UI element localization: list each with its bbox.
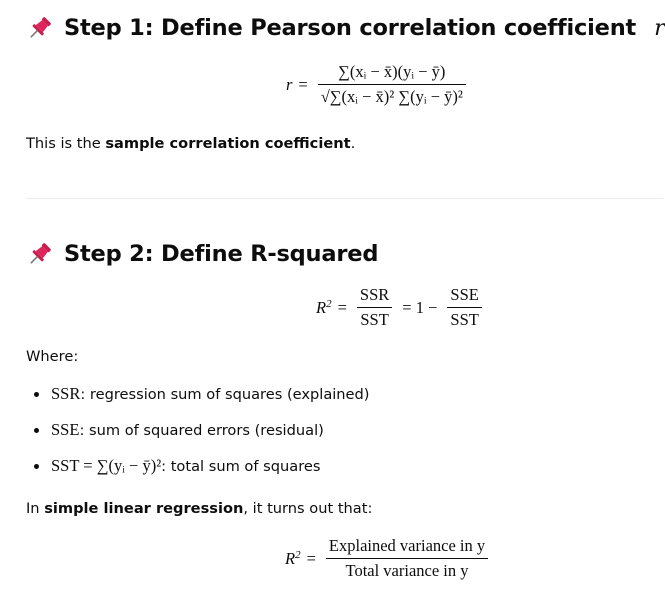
list-item-term: SST = ∑(yᵢ − ȳ)² [51, 456, 162, 475]
list-item-text: : sum of squared errors (residual) [79, 421, 324, 439]
list-item-term: SSE [51, 420, 80, 439]
final-lhs-sup: 2 [295, 548, 301, 561]
rsquared-equals: = [337, 297, 347, 317]
sst-denominator: SST [360, 310, 389, 329]
pushpin-icon [26, 240, 54, 268]
bullet-dot [34, 392, 39, 397]
step1-note-prefix: This is the [26, 135, 106, 152]
step1-title: Step 1: Define Pearson correlation coefficient [64, 15, 637, 41]
final-equals: = [306, 548, 316, 568]
pearson-lhs: r [286, 74, 293, 94]
sst-denominator: SST [450, 310, 479, 329]
step1-note [26, 135, 355, 152]
section-divider [26, 198, 663, 199]
definitions-list [30, 376, 370, 484]
where-label: Where: [26, 348, 79, 365]
pearson-numerator: ∑(xᵢ − x̄)(yᵢ − ȳ) [338, 62, 446, 81]
pushpin-icon [26, 14, 54, 42]
step1-note-suffix: . [350, 135, 356, 152]
variance-denominator: Total variance in y [345, 561, 469, 580]
list-item-text: : regression sum of squares (explained) [80, 385, 370, 403]
bullet-dot [34, 464, 39, 469]
list-item [30, 412, 370, 448]
conclusion-bold: simple linear regression [44, 500, 244, 517]
variance-numerator: Explained variance in y [328, 536, 486, 555]
pearson-equals: = [298, 74, 308, 94]
bullet-dot [34, 428, 39, 433]
list-item-term: SSR [51, 384, 81, 403]
variance-ratio-formula [285, 536, 492, 581]
ssr-numerator: SSR [359, 285, 390, 304]
conclusion-suffix: , it turns out that: [243, 500, 373, 517]
ssr-sst-fraction [357, 285, 392, 330]
step1-note-bold: sample correlation coefficient [105, 135, 351, 152]
rsquared-formula [316, 285, 486, 330]
step1-title-var: r [654, 15, 665, 41]
final-lhs [285, 549, 301, 569]
sse-numerator: SSE [450, 285, 479, 304]
list-item [30, 448, 370, 484]
sse-sst-fraction [447, 285, 481, 330]
variance-fraction [326, 536, 488, 581]
pearson-fraction [318, 62, 466, 107]
fraction-bar [326, 558, 488, 559]
pearson-denominator: √∑(xᵢ − x̄)² ∑(yᵢ − ȳ)² [320, 87, 463, 106]
list-item [30, 376, 370, 412]
fraction-bar [318, 84, 466, 85]
one-minus: = 1 − [402, 297, 438, 317]
conclusion-prefix: In [26, 500, 45, 517]
step2-heading [26, 240, 378, 268]
rsquared-lhs [316, 298, 332, 318]
rsquared-lhs-var: R [316, 297, 327, 317]
pearson-formula [286, 62, 470, 107]
conclusion-text [26, 500, 372, 517]
step1-heading [26, 14, 665, 42]
step2-title: Step 2: Define R-squared [64, 241, 379, 267]
fraction-bar [357, 307, 392, 308]
fraction-bar [447, 307, 481, 308]
rsquared-lhs-sup: 2 [326, 297, 332, 310]
final-lhs-var: R [285, 548, 296, 568]
list-item-text: : total sum of squares [161, 457, 321, 475]
